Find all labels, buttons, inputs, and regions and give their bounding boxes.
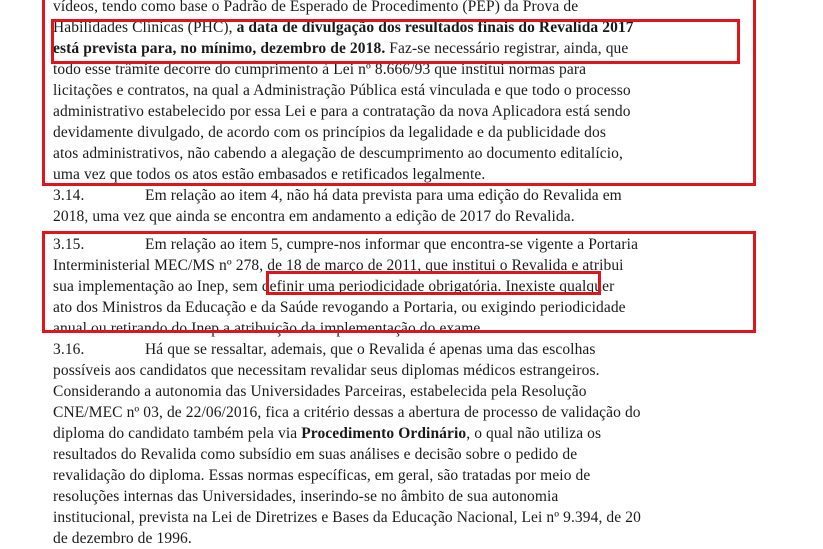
section-number: 3.16. xyxy=(53,341,85,358)
text-span: CNE/MEC nº 03, de 22/06/2016, fica a critério dessas a abertura de processo de validação do xyxy=(53,404,641,421)
text-line xyxy=(53,165,485,185)
text-span: licitações e contratos, na qual a Administração Pública está vinculada e que todo o processo xyxy=(53,82,631,99)
text-line xyxy=(53,403,641,423)
text-span: Considerando a autonomia das Universidades Parceiras, estabelecida pela Resolução xyxy=(53,383,587,400)
text-span: possíveis aos candidatos que necessitam revalidar seus diplomas médicos estrangeiros. xyxy=(53,362,600,379)
section-number: 3.14. xyxy=(53,187,85,204)
text-line xyxy=(53,424,601,444)
text-span: 2018, uma vez que ainda se encontra em andamento a edição de 2017 do Revalida. xyxy=(53,208,575,225)
text-span: devidamente divulgado, de acordo com os princípios da legalidade e da publicidade dos xyxy=(53,124,606,141)
text-span: Em relação ao item 5, cumpre-nos informar que encontra-se vigente a Portaria xyxy=(145,236,639,253)
text-line xyxy=(53,340,596,360)
text-line xyxy=(53,382,587,402)
text-span: anual ou retirando do Inep a atribuição da implementação do exame. xyxy=(53,320,485,337)
text-span: Interministerial MEC/MS nº 278, de 18 de março de 2011, que institui o Revalida e atribui xyxy=(53,257,624,274)
text-span: de dezembro de 1996. xyxy=(53,530,192,547)
text-line xyxy=(53,319,484,339)
bold-text: a data de divulgação dos resultados finais do Revalida 2017 xyxy=(236,19,634,36)
text-line xyxy=(53,207,575,227)
text-span: resoluções internas das Universidades, inserindo-se no âmbito de sua autonomia xyxy=(53,488,559,505)
text-span: atos administrativos, não cabendo a alegação de descumprimento ao documento editalício, xyxy=(53,145,623,162)
text-line xyxy=(53,186,622,206)
text-line xyxy=(53,529,192,549)
text-span: administrativo estabelecido por essa Lei e para a contratação da nova Aplicadora está sendo xyxy=(53,103,631,120)
text-span: sua implementação ao Inep, sem definir uma periodicidade obrigatória. Inexiste qualquer xyxy=(53,278,615,295)
text-span: ato dos Ministros da Educação e da Saúde revogando a Portaria, ou exigindo periodicidade xyxy=(53,299,626,316)
text-line xyxy=(53,0,578,17)
text-line xyxy=(53,144,623,164)
text-line xyxy=(53,508,641,528)
text-span: uma vez que todos os atos estão embasados e retificados legalmente. xyxy=(53,166,486,183)
text-line xyxy=(53,487,558,507)
text-line xyxy=(53,277,614,297)
text-span: todo esse trâmite decorre do cumprimento à Lei nº 8.666/93 que institui normas para xyxy=(53,61,587,78)
bold-text: Procedimento Ordinário xyxy=(301,425,467,442)
text-line xyxy=(53,298,626,318)
text-line xyxy=(53,235,638,255)
text-span: Em relação ao item 4, não há data prevista para uma edição do Revalida em xyxy=(145,187,622,204)
bold-text: está prevista para, no mínimo, dezembro de 2018. xyxy=(53,40,386,57)
text-line xyxy=(53,466,590,486)
text-line xyxy=(53,18,634,38)
text-line xyxy=(53,256,624,276)
text-span: Há que se ressaltar, ademais, que o Revalida é apenas uma das escolhas xyxy=(145,341,596,358)
text-line xyxy=(53,39,628,59)
text-span: resultados do Revalida como subsídio em suas análises e decisão sobre o pedido de xyxy=(53,446,578,463)
text-line xyxy=(53,81,631,101)
text-span: vídeos, tendo como base o Padrão de Esperado de Procedimento (PEP) da Prova de xyxy=(53,0,579,15)
text-span: Habilidades Clínicas (PHC), xyxy=(53,19,237,36)
text-line xyxy=(53,102,631,122)
section-number: 3.15. xyxy=(53,236,85,253)
text-line xyxy=(53,60,586,80)
text-span: diploma do candidato também pela via xyxy=(53,425,302,442)
text-span: , o qual não utiliza os xyxy=(466,425,602,442)
text-span: revalidação do diploma. Essas normas específicas, em geral, são tratadas por meio de xyxy=(53,467,591,484)
text-line xyxy=(53,123,606,143)
text-span: Faz-se necessário registrar, ainda, que xyxy=(385,40,629,57)
text-line xyxy=(53,445,577,465)
text-span: institucional, prevista na Lei de Diretrizes e Bases da Educação Nacional, Lei nº 9.394, de 20 xyxy=(53,509,641,526)
text-line xyxy=(53,361,600,381)
